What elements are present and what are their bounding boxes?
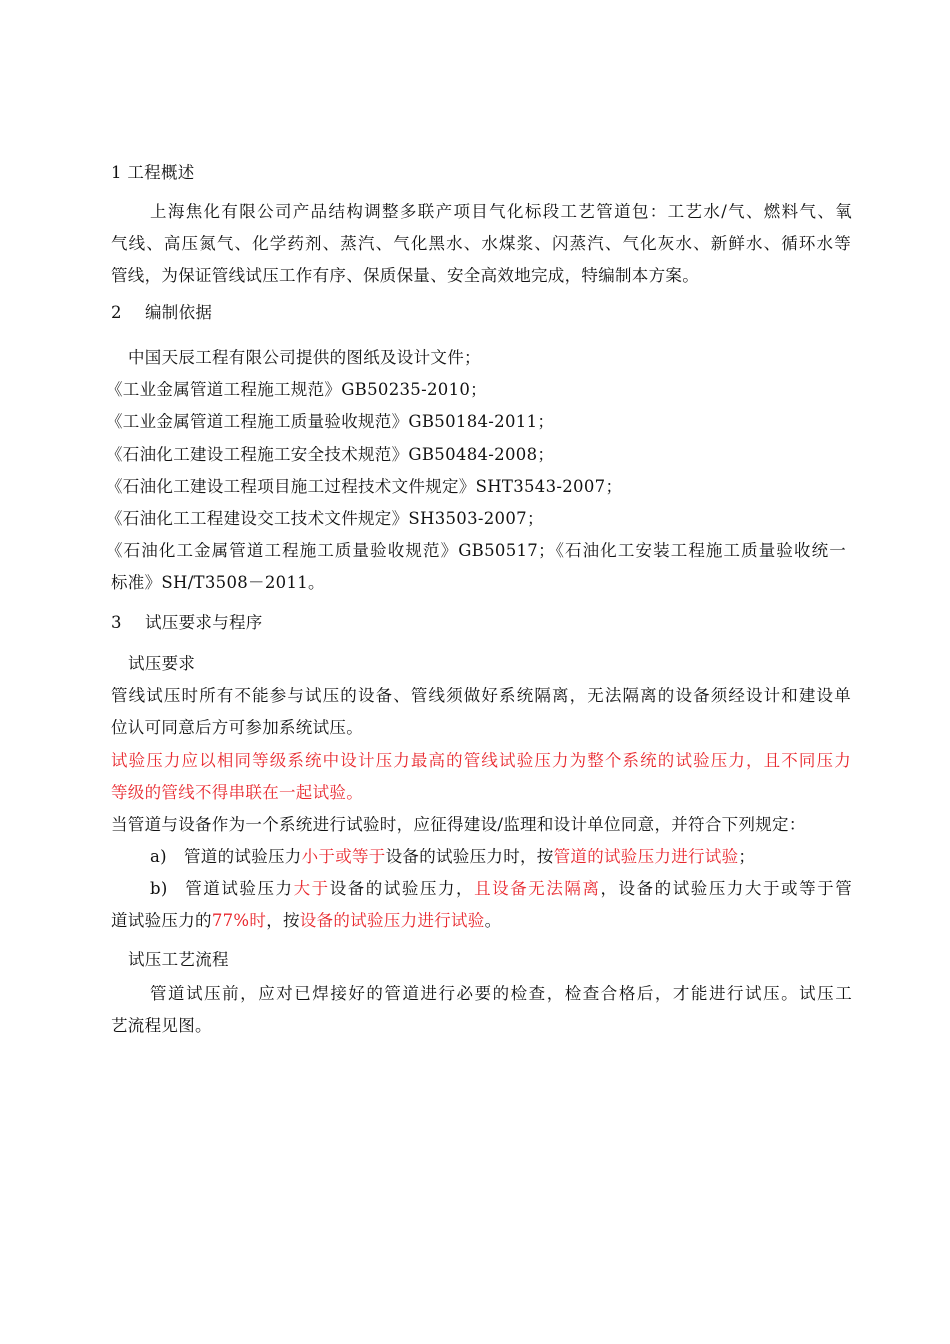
requirement-para-line-2: 位认可同意后方可参加系统试压。 — [111, 718, 363, 737]
rule-b-text: ，设备的试验压力大于或等于管 — [600, 879, 852, 898]
rule-a-highlight: 小于或等于 — [301, 847, 386, 866]
section-2-title: 编制依据 — [145, 303, 213, 322]
reference-item: 《石油化工金属管道工程施工质量验收规范》GB50517；《石油化工安装工程施工质量验收统一 — [106, 541, 846, 560]
section-2-heading — [111, 301, 851, 325]
rule-b-highlight: 设备的试验压力进行试验 — [299, 911, 485, 930]
rule-b-text: 管道试验压力 — [184, 879, 294, 898]
reference-item: 《石油化工建设工程施工安全技术规范》GB50484-2008； — [106, 445, 555, 464]
section-1-para-line-2: 气线、高压氮气、化学药剂、蒸汽、气化黑水、水煤浆、闪蒸汽、气化灰水、新鲜水、循环水等 — [111, 234, 851, 253]
section-2-number: 2 — [111, 303, 122, 322]
system-test-rule-intro: 当管道与设备作为一个系统进行试验时，应征得建设/监理和设计单位同意，并符合下列规定： — [111, 815, 806, 834]
process-para-line-2: 艺流程见图。 — [111, 1016, 212, 1035]
section-3-title: 试压要求与程序 — [145, 613, 263, 632]
rule-a-text: 设备的试验压力时，按 — [385, 847, 554, 866]
reference-item: 《工业金属管道工程施工规范》GB50235-2010； — [106, 380, 487, 399]
rule-b-highlight: 大于 — [293, 879, 330, 898]
rule-a-highlight: 管道的试验压力进行试验 — [553, 847, 739, 866]
rule-b-highlight: 77%时 — [211, 911, 267, 930]
section-3-number: 3 — [111, 613, 122, 632]
section-1-para-line-1: 上海焦化有限公司产品结构调整多联产项目气化标段工艺管道包：工艺水/气、燃料气、氧 — [150, 202, 852, 221]
reference-item: 《石油化工工程建设交工技术文件规定》SH3503-2007； — [106, 509, 544, 528]
subheading-test-process: 试压工艺流程 — [128, 950, 229, 969]
section-1-heading: 1 工程概述 — [111, 163, 195, 182]
red-requirement-line-1: 试验压力应以相同等级系统中设计压力最高的管线试验压力为整个系统的试验压力，且不同压力 — [111, 751, 851, 770]
reference-item: 中国天辰工程有限公司提供的图纸及设计文件； — [128, 348, 481, 367]
rule-a-label: a) — [150, 847, 167, 866]
requirement-para-line-1: 管线试压时所有不能参与试压的设备、管线须做好系统隔离，无法隔离的设备须经设计和建设单 — [111, 686, 851, 705]
section-1-para-line-3: 管线，为保证管线试压工作有序、保质保量、安全高效地完成，特编制本方案。 — [111, 266, 699, 285]
rule-a-text: 管道的试验压力 — [184, 847, 302, 866]
rule-b-text: ，按 — [266, 911, 300, 930]
rule-b-text: 。 — [484, 911, 502, 930]
rule-b-label: b) — [150, 879, 168, 898]
section-3-heading — [111, 611, 851, 635]
rule-b-text: 设备的试验压力， — [329, 879, 475, 898]
rule-item-a — [150, 845, 890, 869]
rule-item-b-line-2 — [111, 909, 851, 933]
reference-item: 标准》SH/T3508－2011。 — [111, 573, 325, 592]
rule-item-b-line-1 — [150, 877, 852, 901]
red-requirement-line-2: 等级的管线不得串联在一起试验。 — [111, 783, 363, 802]
subheading-test-requirements: 试压要求 — [128, 654, 196, 673]
rule-b-highlight: 且设备无法隔离 — [474, 879, 601, 898]
reference-item: 《石油化工建设工程项目施工过程技术文件规定》SHT3543-2007； — [106, 477, 623, 496]
rule-b-text: 道试验压力的 — [111, 911, 212, 930]
reference-item: 《工业金属管道工程施工质量验收规范》GB50184-2011； — [106, 412, 555, 431]
rule-a-text: ； — [738, 847, 756, 866]
process-para-line-1: 管道试压前，应对已焊接好的管道进行必要的检查，检查合格后，才能进行试压。试压工 — [150, 984, 852, 1003]
